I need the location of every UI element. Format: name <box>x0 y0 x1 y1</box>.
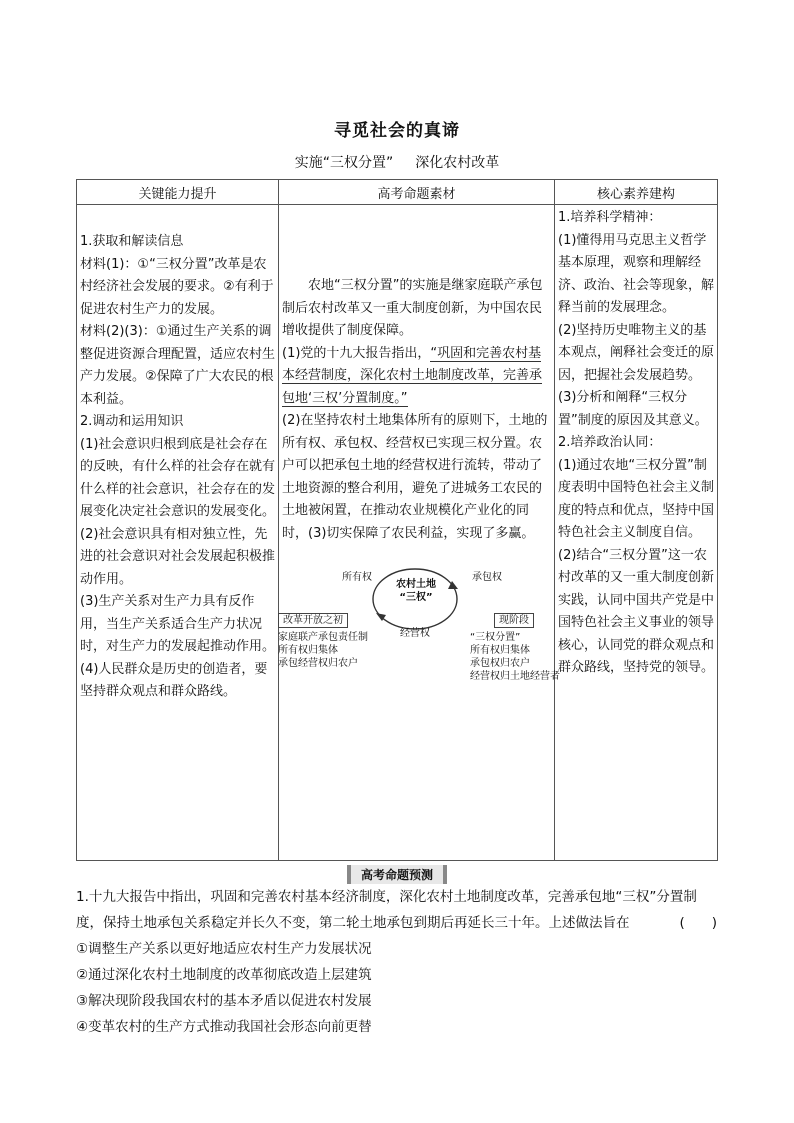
literacy-item: (3)分析和阐释“三权分置”制度的原因及其意义。 <box>558 390 708 428</box>
right-line: 经营权归土地经营者 <box>470 671 560 682</box>
three-rights-diagram <box>278 551 560 691</box>
ability-item: 1.获取和解读信息 <box>80 234 184 249</box>
right-line: 所有权归集体 <box>470 645 530 656</box>
right-period-lines <box>470 631 560 683</box>
prediction-banner-label: 高考命题预测 <box>347 865 447 884</box>
diagram-center-line2: “三权” <box>399 592 433 603</box>
literacy-item: (1)懂得用马克思主义哲学基本原理，观察和理解经济、政治、社会等现象，解释当前的发展理念。 <box>558 232 715 315</box>
left-line: 承包经营权归农户 <box>278 658 358 669</box>
header-core-literacy: 核心素养建构 <box>555 180 718 205</box>
header-key-ability: 关键能力提升 <box>77 180 279 205</box>
core-literacy-column <box>555 205 718 861</box>
left-period-box: 改革开放之初 <box>278 613 348 628</box>
material-intro: 农地“三权分置”的实施是继家庭联产承包制后农村改革又一重大制度创新，为中国农民增收提供了制度保障。 <box>282 278 543 338</box>
material-2: (2)在坚持农村土地集体所有的原则下，土地的所有权、承包权、经营权已实现三权分置。农户可以把承包土地的经营权进行流转，带动了土地资源的整合利用，避免了进城务工农民的土地被闲置，在推动农业规模化产业化的同时，(3)切实保障了农民利益，实现了多赢。 <box>282 413 548 541</box>
material-1-prefix: (1)党的十九大报告指出， <box>282 345 431 361</box>
question-option: ②通过深化农村土地制度的改革彻底改造上层建筑 <box>76 967 372 983</box>
question-option: ③解决现阶段我国农村的基本矛盾以促进农村发展 <box>76 993 372 1009</box>
ability-item: (3)生产关系对生产力具有反作用，当生产关系适合生产力状况时，对生产力的发展起推动作用。 <box>80 594 276 654</box>
left-line: 所有权归集体 <box>278 645 338 656</box>
operation-label: 经营权 <box>400 628 430 639</box>
literacy-item: (1)通过农地“三权分置”制度表明中国特色社会主义制度的特点和优点，坚持中国特色社会主义制度自信。 <box>558 457 715 540</box>
prediction-banner <box>0 864 794 884</box>
ability-item: (1)社会意识归根到底是社会存在的反映，有什么样的社会存在就有什么样的社会意识，社会存在的发展变化决定社会意识的发展变化。 <box>80 436 276 519</box>
literacy-item: (2)结合“三权分置”这一农村改革的又一重大制度创新实践，认同中国共产党是中国特色社会主义事业的领导核心，认同党的群众观点和群众路线，坚持党的领导。 <box>558 547 715 675</box>
answer-paren: ( ) <box>679 915 717 931</box>
content-table <box>76 179 718 861</box>
question-1 <box>76 884 717 1040</box>
subtitle-part2: 深化农村改革 <box>415 155 500 171</box>
key-ability-column <box>77 205 279 861</box>
material-1-quote: “巩固和完善农村基本经营制度，深化农村土地制度改革，完善承包地‘三权’分置制度。” <box>282 345 543 406</box>
ability-item: (4)人民群众是历史的创造者，要坚持群众观点和群众路线。 <box>80 661 268 699</box>
question-stem-text: 1.十九大报告中指出，巩固和完善农村基本经济制度，深化农村土地制度改革，完善承包地“三权”分置制度，保持土地承包关系稳定并长久不变，第二轮土地承包到期后再延长三十年。上述做法旨在 <box>76 889 697 931</box>
question-option: ①调整生产关系以更好地适应农村生产力发展状况 <box>76 941 372 957</box>
contract-label: 承包权 <box>472 572 502 583</box>
literacy-item: 2.培养政治认同： <box>558 435 662 450</box>
ability-item: 材料(2)(3)：①通过生产关系的调整促进资源合理配置，适应农村生产力发展。②保障了广大农民的根本利益。 <box>80 324 276 407</box>
header-exam-material: 高考命题素材 <box>279 180 555 205</box>
right-line: “三权分置” <box>470 632 521 643</box>
ownership-label: 所有权 <box>342 572 372 583</box>
diagram-center-line1: 农村土地 <box>396 579 436 590</box>
literacy-item: (2)坚持历史唯物主义的基本观点，阐释社会变迁的原因，把握社会发展趋势。 <box>558 322 715 383</box>
ability-item: 2.调动和运用知识 <box>80 414 184 429</box>
ability-item: 材料(1)：①“三权分置”改革是农村经济社会发展的要求。②有利于促进农村生产力的发展。 <box>80 256 274 317</box>
exam-material-column <box>278 205 560 861</box>
right-period-box: 现阶段 <box>494 613 534 628</box>
question-stem <box>76 884 717 936</box>
right-line: 承包权归农户 <box>470 658 530 669</box>
page-title: 寻觅社会的真谛 <box>334 121 460 141</box>
left-line: 家庭联产承包责任制 <box>278 632 368 643</box>
left-period-lines <box>278 631 368 670</box>
ability-item: (2)社会意识具有相对独立性，先进的社会意识对社会发展起积极推动作用。 <box>80 526 276 587</box>
literacy-item: 1.培养科学精神： <box>558 210 662 225</box>
page-subtitle <box>0 152 794 172</box>
subtitle-part1: 实施“三权分置” <box>294 155 394 171</box>
diagram-center-label <box>394 578 438 604</box>
material-1 <box>282 343 551 411</box>
question-option: ④变革农村的生产方式推动我国社会形态向前更替 <box>76 1019 372 1035</box>
